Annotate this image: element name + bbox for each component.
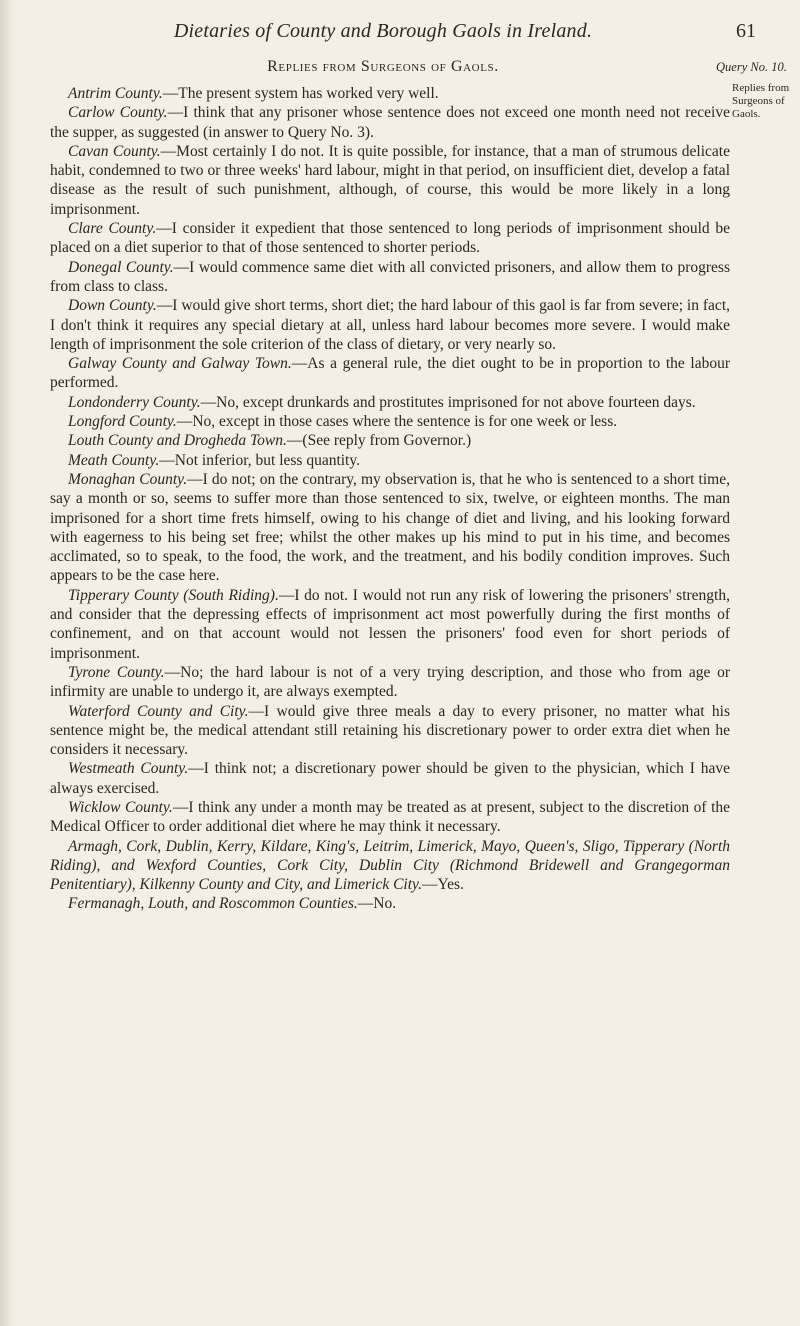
county-name: Galway County and Galway Town. xyxy=(68,355,292,373)
running-head: Dietaries of County and Borough Gaols in Ireland. xyxy=(173,20,593,42)
reply-paragraph xyxy=(50,219,730,258)
query-reference: Query No. 10. xyxy=(716,60,787,74)
reply-text: —I would give short terms, short diet; the hard labour of this gaol is far from severe; in fact, I don't think it requires any special dietary at all, unless hard labour becomes more severe. I would make length of imprisonment the sole criterion of the class of dietary, or very nearly so. xyxy=(50,297,730,353)
county-name: Armagh, Cork, Dublin, Kerry, Kildare, King's, Leitrim, Limerick, Mayo, Queen's, Sligo, Tipperary (North Riding), and Wexford Counties, Cork City, Dublin City (Richmond Bridewell and Grangegorman Penitentiary), Kilkenny County and City, and Limerick City. xyxy=(50,837,730,894)
reply-paragraph xyxy=(50,142,730,219)
reply-paragraph xyxy=(50,586,730,663)
county-name: Cavan County. xyxy=(68,142,161,160)
reply-text: —No. xyxy=(357,895,397,913)
reply-text: —I would give three meals a day to every prisoner, no matter what his sentence might be, the medical attendant still retaining his discretionary power to order extra diet when he considers it necessary. xyxy=(50,702,730,759)
reply-paragraph xyxy=(50,837,730,895)
reply-text: —Not inferior, but less quantity. xyxy=(159,451,360,469)
reply-text: —As a general rule, the diet ought to be in proportion to the labour performed. xyxy=(50,355,730,392)
reply-text: —(See reply from Governor.) xyxy=(286,432,472,450)
reply-text: —I think any under a month may be treated as at present, subject to the discretion of the Medical Officer to order additional diet where he may think it necessary. xyxy=(50,798,731,836)
county-name: Meath County. xyxy=(68,451,160,469)
county-name: Waterford County and City. xyxy=(68,702,249,720)
county-name: Westmeath County. xyxy=(68,760,189,778)
reply-text: —No, except in those cases where the sentence is for one week or less. xyxy=(176,413,618,431)
reply-text: —I do not; on the contrary, my observation is, that he who is sentenced to a short time, say a month or so, seems to suffer more than those sentenced to six, twelve, or eighteen months. The man imprisoned for a short time frets himself, owing to his change of diet and living, and his looking forward with eagerness to his being set free; whilst the other makes up his mind to put in his time, and becomes acclimated, so to speak, to the food, the work, and the treatment, and his bodily condition improves. Such appears to be the case here. xyxy=(50,470,730,585)
reply-text: —I do not. I would not run any risk of lowering the prisoners' strength, and consider that the depressing effects of imprisonment act most powerfully during the first months of confinement, and on that account would not lessen the prisoners' food even for short periods of imprisonment. xyxy=(50,586,730,662)
county-name: Fermanagh, Louth, and Roscommon Counties. xyxy=(68,895,358,913)
county-name: Londonderry County. xyxy=(68,393,201,411)
reply-paragraph xyxy=(50,412,730,431)
county-name: Down County. xyxy=(68,297,157,315)
county-name: Carlow County. xyxy=(68,104,168,122)
reply-text: —I would commence same diet with all convicted prisoners, and allow them to progress from class to class. xyxy=(50,258,730,295)
reply-paragraph xyxy=(50,470,730,586)
reply-text: —No; the hard labour is not of a very trying description, and those who from age or infirmity are unable to undergo it, are always exempted. xyxy=(50,663,730,701)
reply-paragraph xyxy=(50,84,730,103)
county-name: Louth County and Drogheda Town. xyxy=(68,432,287,450)
county-name: Clare County. xyxy=(68,220,157,238)
reply-paragraph xyxy=(50,296,730,354)
page-number: 61 xyxy=(736,20,756,42)
reply-paragraph xyxy=(50,258,730,297)
reply-text: —I think not; a discretionary power should be given to the physician, which I have always exercised. xyxy=(50,760,730,797)
reply-text: —No, except drunkards and prostitutes imprisoned for not above fourteen days. xyxy=(200,393,696,411)
reply-text: —The present system has worked very well. xyxy=(162,85,439,102)
reply-paragraph xyxy=(50,759,730,798)
county-name: Wicklow County. xyxy=(68,798,173,816)
reply-paragraph xyxy=(50,393,730,412)
margin-note: Replies from Surgeons of Gaols. xyxy=(732,82,790,120)
county-name: Tipperary County (South Riding). xyxy=(68,586,279,604)
county-name: Tyrone County. xyxy=(68,663,165,681)
reply-paragraph xyxy=(50,103,730,142)
replies-body xyxy=(50,84,730,914)
reply-paragraph xyxy=(50,354,730,393)
reply-paragraph xyxy=(50,702,730,760)
reply-text: —I consider it expedient that those sentenced to long periods of imprisonment should be placed on a diet superior to that of those sentenced to shorter periods. xyxy=(50,220,730,257)
county-name: Longford County. xyxy=(68,413,177,431)
county-name: Monaghan County. xyxy=(68,470,188,488)
county-name: Antrim County. xyxy=(68,85,163,102)
reply-paragraph xyxy=(50,798,730,837)
reply-paragraph xyxy=(50,431,730,450)
county-name: Donegal County. xyxy=(68,258,174,276)
reply-text: —Yes. xyxy=(421,876,464,894)
reply-paragraph xyxy=(50,894,730,913)
reply-text: —Most certainly I do not. It is quite possible, for instance, that a man of strumous delicate habit, condemned to two or three weeks' hard labour, might in that period, on insufficient diet, develop a fatal disease as the result of such punishment, although, of course, this would be more likely in a long imprisonment. xyxy=(50,142,730,218)
reply-paragraph xyxy=(50,451,730,470)
reply-text: —I think that any prisoner whose sentence does not exceed one month need not receive the supper, as suggested (in answer to Query No. 3). xyxy=(50,104,730,141)
binding-gutter xyxy=(0,0,14,1326)
section-title: Replies from Surgeons of Gaols. xyxy=(267,58,499,75)
reply-paragraph xyxy=(50,663,730,702)
